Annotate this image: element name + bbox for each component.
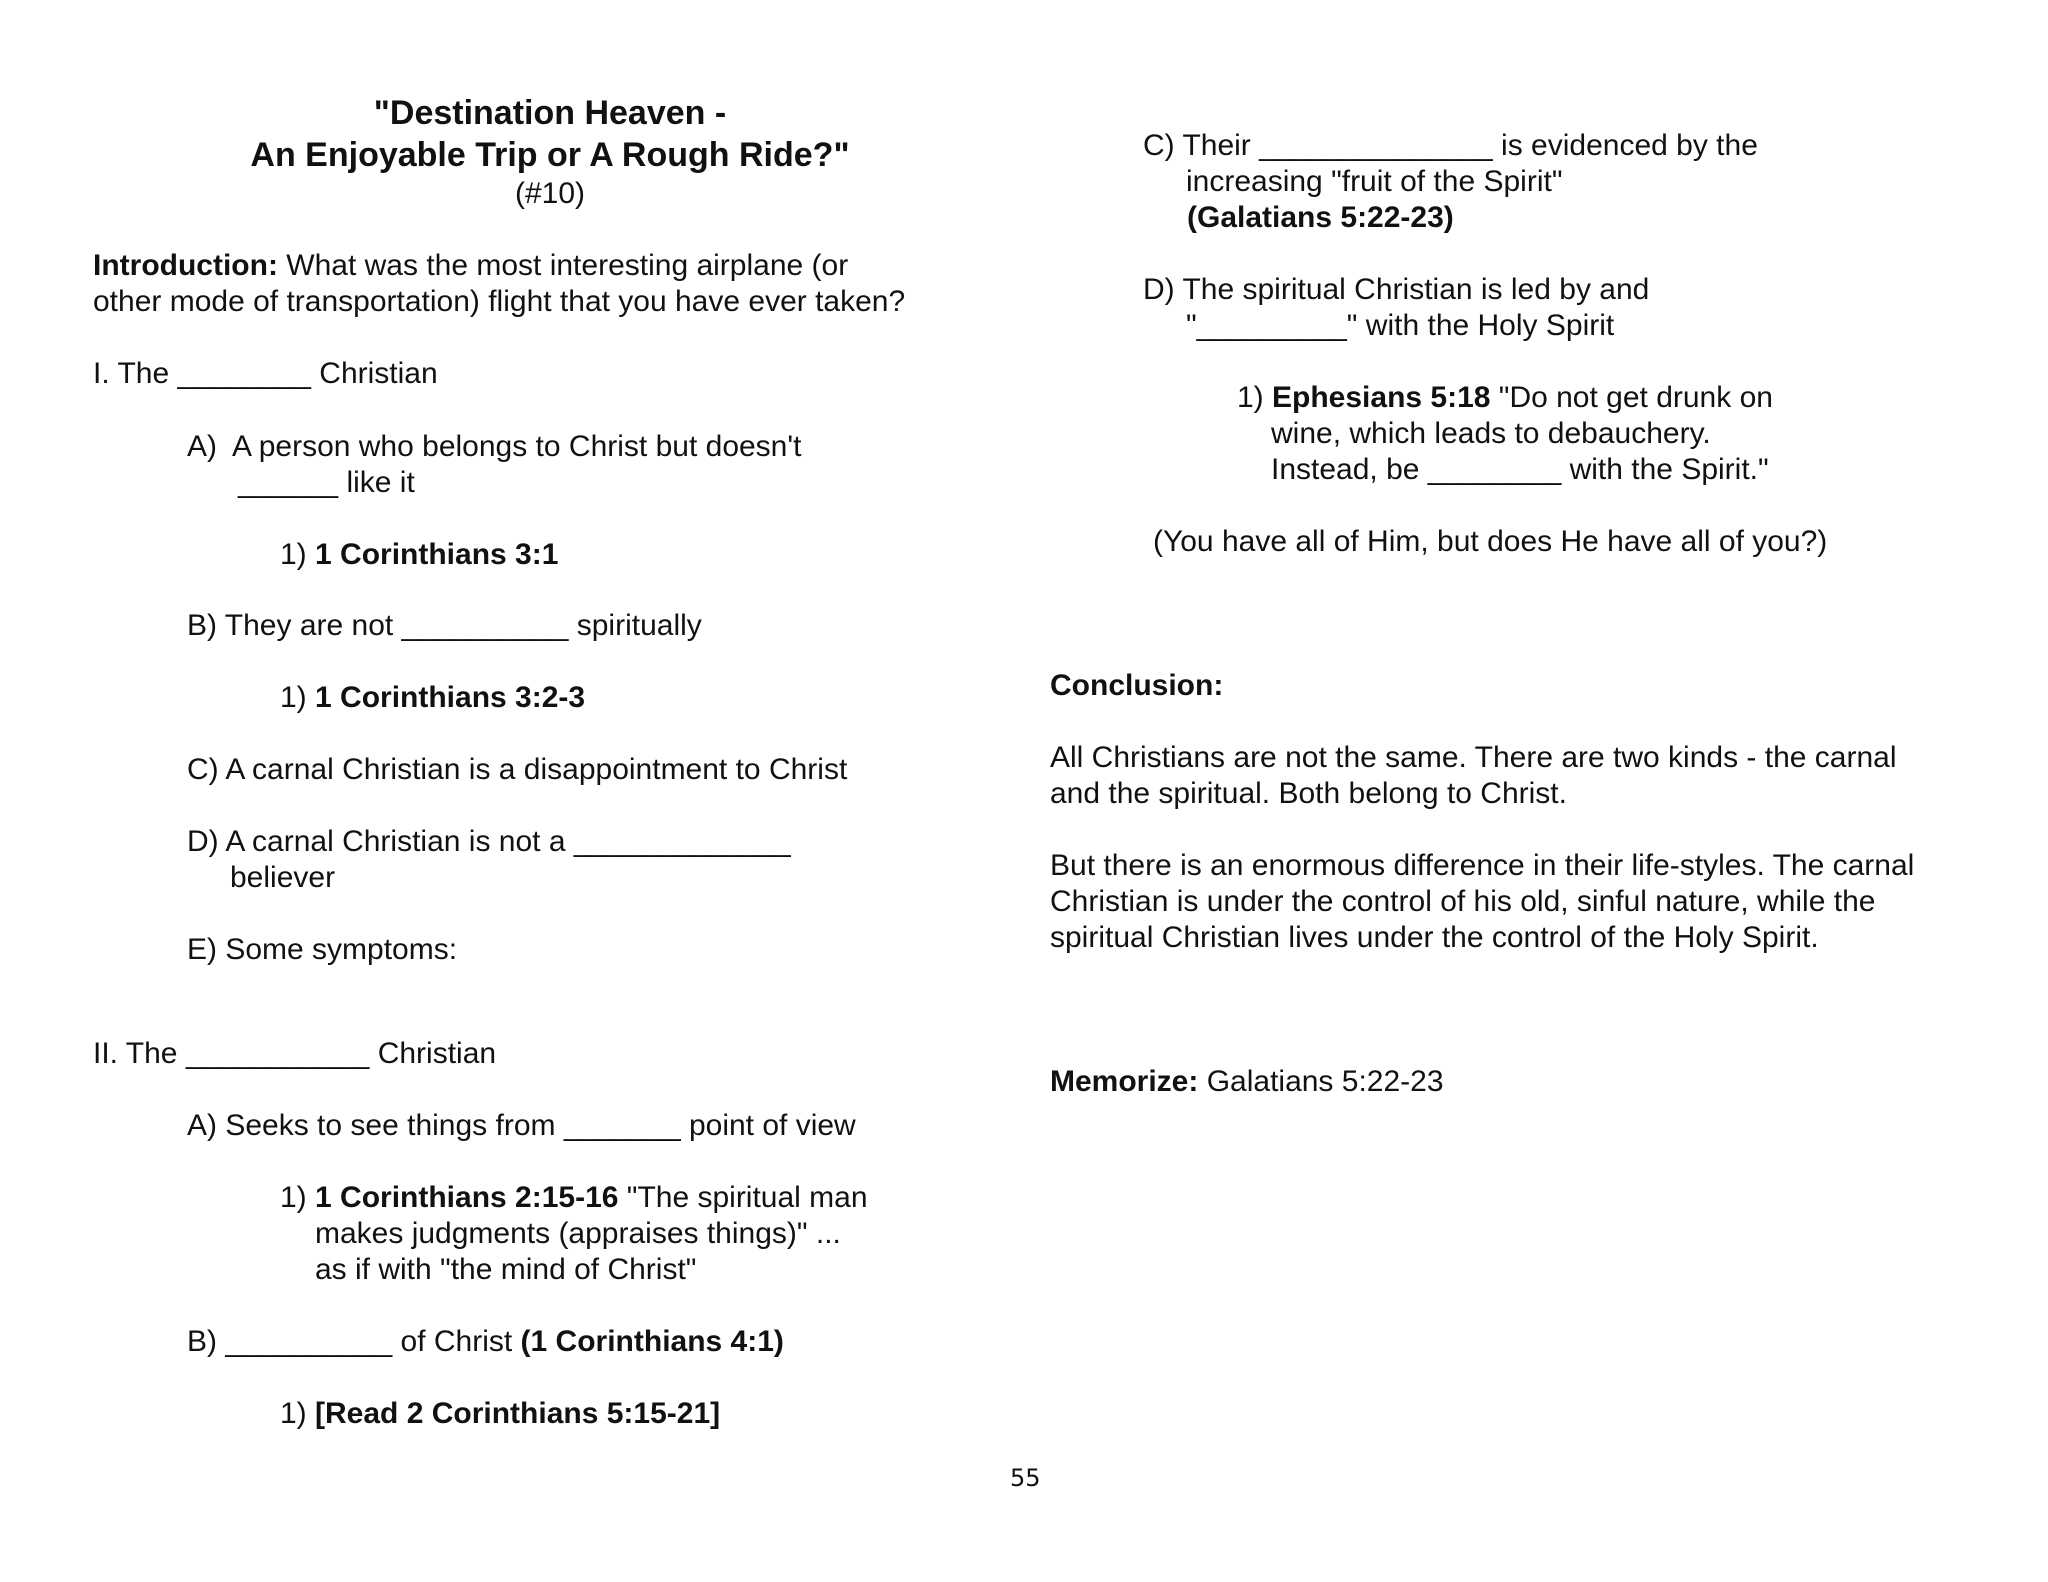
- section-1-d-line-2: believer: [230, 861, 336, 894]
- section-1-a-line-2: ______ like it: [238, 466, 415, 499]
- introduction-label: Introduction:: [93, 249, 278, 282]
- section-2-c-reference: [1187, 200, 1454, 236]
- section-2-a-point-1-line-1: [280, 1180, 868, 1216]
- point-number: 1): [280, 538, 316, 571]
- section-2-heading: II. The ___________ Christian: [93, 1037, 497, 1070]
- scripture-reference: 1 Corinthians 2:15-16: [315, 1181, 619, 1214]
- conclusion-paragraph-1-line-1: All Christians are not the same. There are two kinds - the carnal: [1050, 741, 1897, 774]
- section-2-d-point-1-line-2: wine, which leads to debauchery.: [1271, 417, 1711, 450]
- introduction-line-1: [93, 248, 848, 284]
- conclusion-paragraph-1-line-2: and the spiritual. Both belong to Christ.: [1050, 777, 1567, 810]
- section-1-b-point-1: [280, 680, 585, 716]
- section-2-b: [187, 1324, 784, 1360]
- quote-text: "Do not get drunk on: [1490, 381, 1773, 414]
- point-number: 1): [280, 681, 316, 714]
- scripture-reference: (Galatians 5:22-23): [1187, 201, 1454, 234]
- introduction-line-2: other mode of transportation) flight that you have ever taken?: [93, 285, 906, 318]
- reflection-question: (You have all of Him, but does He have all of you?): [1153, 525, 1828, 558]
- section-2-b-text: B) __________ of Christ: [187, 1325, 521, 1358]
- section-1-c: C) A carnal Christian is a disappointment to Christ: [187, 753, 848, 786]
- conclusion-paragraph-2-line-1: But there is an enormous difference in their life-styles. The carnal: [1050, 849, 1915, 882]
- section-2-a-point-1-line-2: makes judgments (appraises things)" ...: [315, 1217, 841, 1250]
- conclusion-paragraph-2-line-2: Christian is under the control of his old, sinful nature, while the: [1050, 885, 1876, 918]
- scripture-reference: 1 Corinthians 3:1: [315, 538, 559, 571]
- section-1-e: E) Some symptoms:: [187, 933, 458, 966]
- section-2-d-line-1: D) The spiritual Christian is led by and: [1143, 273, 1650, 306]
- section-1-a-line-1: A) A person who belongs to Christ but doesn't: [187, 430, 802, 463]
- section-2-c-line-2: increasing "fruit of the Spirit": [1186, 165, 1563, 198]
- introduction-text: What was the most interesting airplane (or: [277, 249, 849, 282]
- section-1-d-line-1: D) A carnal Christian is not a _____________: [187, 825, 791, 858]
- section-2-d-point-1-line-3: Instead, be ________ with the Spirit.": [1271, 453, 1769, 486]
- scripture-reference: [Read 2 Corinthians 5:15-21]: [315, 1397, 721, 1430]
- section-2-d-point-1-line-1: [1237, 380, 1773, 416]
- section-2-a: A) Seeks to see things from _______ point of view: [187, 1109, 856, 1142]
- section-1-a-point-1: [280, 537, 558, 573]
- section-1-heading: I. The ________ Christian: [93, 357, 438, 390]
- memorize-reference: Galatians 5:22-23: [1198, 1065, 1444, 1098]
- scripture-reference: 1 Corinthians 3:2-3: [315, 681, 586, 714]
- section-2-d-line-2: "_________" with the Holy Spirit: [1186, 309, 1615, 342]
- point-number: 1): [280, 1181, 316, 1214]
- memorize-label: Memorize:: [1050, 1065, 1199, 1098]
- conclusion-paragraph-2-line-3: spiritual Christian lives under the control of the Holy Spirit.: [1050, 921, 1819, 954]
- quote-text: "The spiritual man: [618, 1181, 868, 1214]
- scripture-reference: (1 Corinthians 4:1): [520, 1325, 784, 1358]
- title-line-1: "Destination Heaven -: [373, 94, 727, 132]
- conclusion-heading: [1050, 668, 1223, 704]
- scripture-reference: Ephesians 5:18: [1272, 381, 1491, 414]
- section-2-a-point-1-line-3: as if with "the mind of Christ": [315, 1253, 697, 1286]
- title-line-2: An Enjoyable Trip or A Rough Ride?": [250, 136, 850, 174]
- point-number: 1): [280, 1397, 316, 1430]
- memorize-line: [1050, 1064, 1444, 1100]
- section-2-b-point-1: [280, 1396, 720, 1432]
- point-number: 1): [1237, 381, 1273, 414]
- conclusion-label: Conclusion:: [1050, 669, 1224, 702]
- lesson-number: (#10): [514, 177, 586, 210]
- section-1-b: B) They are not __________ spiritually: [187, 609, 702, 642]
- section-2-c-line-1: C) Their ______________ is evidenced by the: [1143, 129, 1758, 162]
- page-number: 55: [1010, 1464, 1041, 1492]
